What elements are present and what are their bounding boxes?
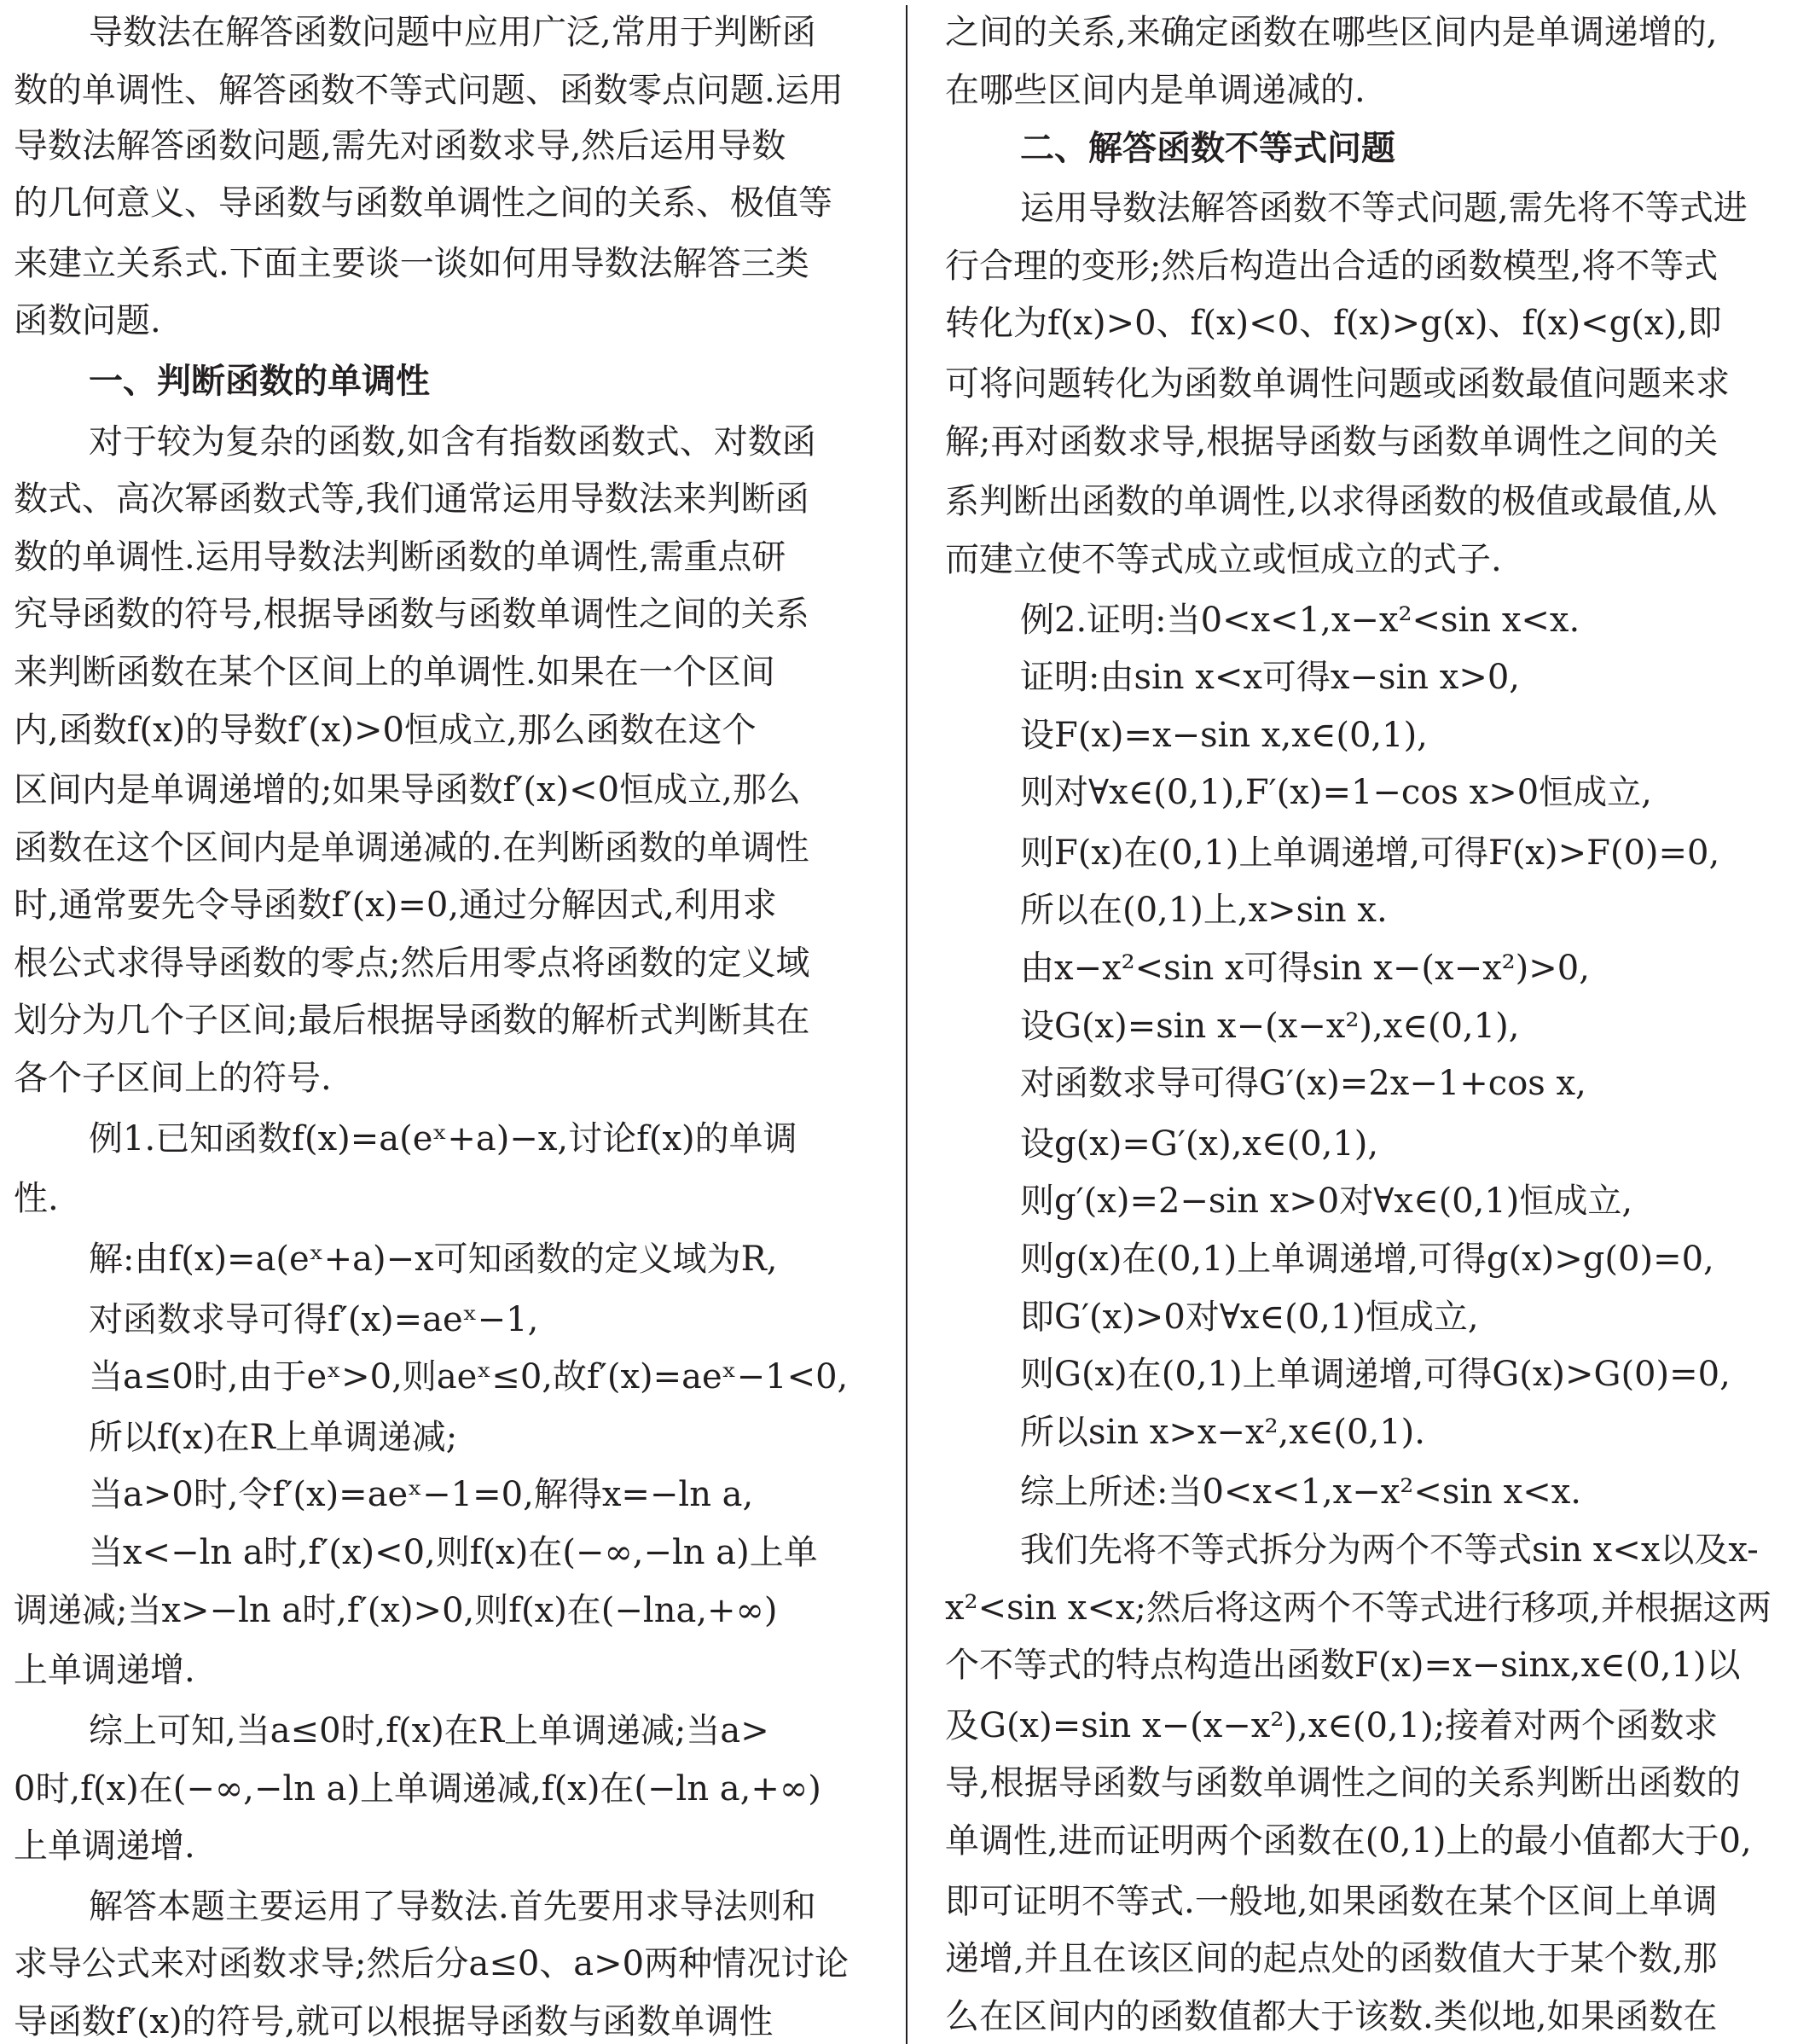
text-line: 则对∀x∈(0,1),F′(x)=1−cos x>0恒成立,: [1020, 773, 1652, 812]
text-line: x²<sin x<x;然后将这两个不等式进行移项,并根据这两: [945, 1588, 1772, 1628]
text-line: 来建立关系式.下面主要谈一谈如何用导数法解答三类: [14, 244, 809, 283]
text-line: 之间的关系,来确定函数在哪些区间内是单调递增的,: [945, 13, 1718, 52]
text-line: 综上所述:当0<x<1,x−x²<sin x<x.: [1020, 1472, 1582, 1512]
text-line: 单调性,进而证明两个函数在(0,1)上的最小值都大于0,: [945, 1821, 1752, 1861]
text-line: 数的单调性.运用导数法判断函数的单调性,需重点研: [14, 537, 786, 577]
text-line: 区间内是单调递增的;如果导函数f′(x)<0恒成立,那么: [14, 770, 801, 810]
text-line: 所以f(x)在R上单调递减;: [89, 1418, 458, 1457]
text-line: 而建立使不等式成立或恒成立的式子.: [945, 540, 1502, 579]
text-line: 运用导数法解答函数不等式问题,需先将不等式进: [1020, 189, 1748, 228]
text-line: 则G(x)在(0,1)上单调递增,可得G(x)>G(0)=0,: [1020, 1355, 1731, 1394]
text-line: 转化为f(x)>0、f(x)<0、f(x)>g(x)、f(x)<g(x),即: [945, 304, 1722, 343]
text-line: 证明:由sin x<x可得x−sin x>0,: [1020, 658, 1521, 697]
text-line: 对于较为复杂的函数,如含有指数函数式、对数函: [89, 422, 816, 462]
text-line: 导数法解答函数问题,需先对函数求导,然后运用导数: [14, 126, 786, 165]
text-line: 则F(x)在(0,1)上单调递增,可得F(x)>F(0)=0,: [1020, 833, 1720, 873]
text-line: 则g(x)在(0,1)上单调递增,可得g(x)>g(0)=0,: [1020, 1240, 1714, 1279]
text-line: 即可证明不等式.一般地,如果函数在某个区间上单调: [945, 1882, 1718, 1921]
text-line: 当x<−ln a时,f′(x)<0,则f(x)在(−∞,−ln a)上单: [89, 1533, 818, 1572]
text-line: 当a>0时,令f′(x)=aeˣ−1=0,解得x=−ln a,: [89, 1475, 754, 1514]
text-line: 综上可知,当a≤0时,f(x)在R上单调递减;当a>: [89, 1711, 769, 1751]
text-line: 函数在这个区间内是单调递减的.在判断函数的单调性: [14, 828, 809, 868]
text-line: 设g(x)=G′(x),x∈(0,1),: [1020, 1124, 1379, 1164]
text-line: 么在区间内的函数值都大于该数.类似地,如果函数在: [945, 1997, 1718, 2036]
text-line: 根公式求得导函数的零点;然后用零点将函数的定义域: [14, 944, 810, 983]
text-line: 所以sin x>x−x²,x∈(0,1).: [1020, 1413, 1425, 1452]
text-line: 函数问题.: [14, 301, 161, 340]
text-line: 及G(x)=sin x−(x−x²),x∈(0,1);接着对两个函数求: [945, 1706, 1719, 1745]
text-line: 各个子区间上的符号.: [14, 1059, 332, 1098]
text-line: 数式、高次幂函数式等,我们通常运用导数法来判断函: [14, 479, 809, 519]
text-line: 解答本题主要运用了导数法.首先要用求导法则和: [89, 1887, 816, 1926]
text-line: 系判断出函数的单调性,以求得函数的极值或最值,从: [945, 482, 1718, 521]
text-line: 的几何意义、导函数与函数单调性之间的关系、极值等: [14, 183, 832, 223]
section-heading: 一、判断函数的单调性: [89, 362, 430, 401]
text-line: 设F(x)=x−sin x,x∈(0,1),: [1020, 716, 1428, 755]
text-line: 调递减;当x>−ln a时,f′(x)>0,则f(x)在(−lna,+∞): [14, 1591, 778, 1630]
text-line: 对函数求导可得G′(x)=2x−1+cos x,: [1020, 1064, 1586, 1103]
text-line: 0时,f(x)在(−∞,−ln a)上单调递减,f(x)在(−ln a,+∞): [14, 1769, 821, 1809]
text-line: 当a≤0时,由于eˣ>0,则aeˣ≤0,故f′(x)=aeˣ−1<0,: [89, 1357, 849, 1397]
text-line: 究导函数的符号,根据导函数与函数单调性之间的关系: [14, 595, 809, 634]
text-line: 划分为几个子区间;最后根据导函数的解析式判断其在: [14, 1001, 810, 1040]
text-line: 则g′(x)=2−sin x>0对∀x∈(0,1)恒成立,: [1020, 1182, 1633, 1221]
column-divider: [906, 5, 908, 2044]
text-line: 在哪些区间内是单调递减的.: [945, 71, 1366, 110]
text-line: 导,根据导函数与函数单调性之间的关系判断出函数的: [945, 1763, 1741, 1803]
text-line: 性.: [14, 1179, 59, 1218]
text-line: 我们先将不等式拆分为两个不等式sin x<x以及x-: [1020, 1530, 1759, 1570]
text-line: 内,函数f(x)的导数f′(x)>0恒成立,那么函数在这个: [14, 711, 757, 750]
text-line: 由x−x²<sin x可得sin x−(x−x²)>0,: [1020, 949, 1590, 988]
text-line: 即G′(x)>0对∀x∈(0,1)恒成立,: [1020, 1298, 1479, 1337]
text-line: 求导公式来对函数求导;然后分a≤0、a>0两种情况讨论: [14, 1944, 850, 1983]
section-heading: 二、解答函数不等式问题: [1020, 129, 1395, 168]
text-line: 所以在(0,1)上,x>sin x.: [1020, 891, 1388, 930]
text-line: 对函数求导可得f′(x)=aeˣ−1,: [89, 1300, 539, 1339]
text-line: 可将问题转化为函数单调性问题或函数最值问题来求: [945, 364, 1730, 404]
text-line: 个不等式的特点构造出函数F(x)=x−sinx,x∈(0,1)以: [945, 1646, 1741, 1685]
text-line: 设G(x)=sin x−(x−x²),x∈(0,1),: [1020, 1007, 1520, 1046]
text-line: 例1.已知函数f(x)=a(eˣ+a)−x,讨论f(x)的单调: [89, 1119, 797, 1158]
text-line: 来判断函数在某个区间上的单调性.如果在一个区间: [14, 653, 775, 692]
text-line: 递增,并且在该区间的起点处的函数值大于某个数,那: [945, 1939, 1718, 1978]
text-line: 上单调递增.: [14, 1826, 195, 1866]
text-line: 数的单调性、解答函数不等式问题、函数零点问题.运用: [14, 71, 844, 110]
text-line: 解;再对函数求导,根据导函数与函数单调性之间的关: [945, 422, 1719, 462]
text-line: 上单调递增.: [14, 1651, 195, 1690]
text-line: 例2.证明:当0<x<1,x−x²<sin x<x.: [1020, 601, 1580, 640]
text-line: 导函数f′(x)的符号,就可以根据导函数与函数单调性: [14, 2002, 774, 2041]
text-line: 时,通常要先令导函数f′(x)=0,通过分解因式,利用求: [14, 886, 777, 925]
text-line: 导数法在解答函数问题中应用广泛,常用于判断函: [89, 13, 816, 52]
text-line: 行合理的变形;然后构造出合适的函数模型,将不等式: [945, 247, 1719, 286]
text-line: 解:由f(x)=a(eˣ+a)−x可知函数的定义域为R,: [89, 1240, 778, 1279]
